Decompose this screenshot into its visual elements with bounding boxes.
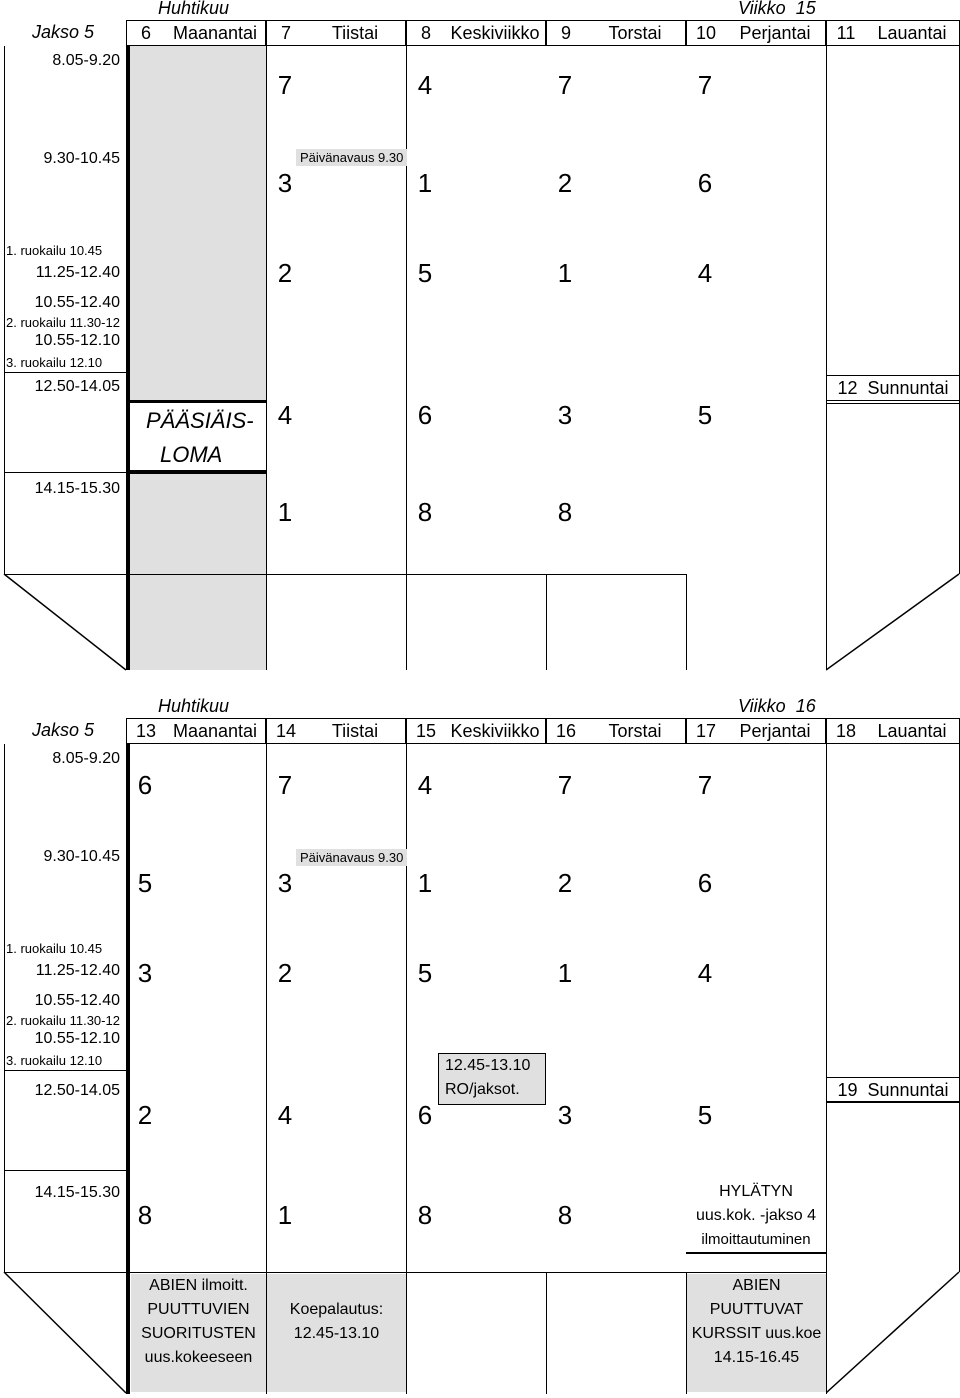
- time-slot-4: 12.50-14.05: [34, 378, 120, 395]
- lunch-3: 3. ruokailu 12.10: [6, 1053, 103, 1068]
- lunch-1: 1. ruokailu 10.45: [6, 941, 103, 956]
- lesson-number: 2: [277, 258, 293, 288]
- lesson-number: 3: [137, 958, 153, 988]
- time-slot-2: 9.30-10.45: [43, 150, 120, 167]
- koepalautus-notice: Koepalautus: 12.45-13.10: [267, 1274, 406, 1392]
- lesson-number: 6: [417, 1100, 433, 1130]
- lesson-number: 1: [277, 1200, 293, 1230]
- lesson-number: 7: [557, 70, 573, 100]
- lesson-number: 5: [137, 868, 153, 898]
- jakso-label: Jakso 5: [31, 720, 94, 740]
- note-paivanavaus: Päivänavaus 9.30: [296, 849, 407, 866]
- lesson-number: 7: [277, 770, 293, 800]
- note-paivanavaus: Päivänavaus 9.30: [296, 149, 407, 166]
- lesson-number: 4: [697, 258, 713, 288]
- time-slot-3c: 10.55-12.10: [34, 1030, 120, 1047]
- time-slot-5: 14.15-15.30: [34, 480, 120, 497]
- lesson-number: 7: [557, 770, 573, 800]
- corner-diagonal-left: [0, 1268, 130, 1398]
- lesson-number: 1: [557, 258, 573, 288]
- lesson-number: 4: [417, 770, 433, 800]
- time-slot-3b: 10.55-12.40: [34, 294, 120, 311]
- lesson-number: 3: [557, 400, 573, 430]
- abien-fri-notice: ABIEN PUUTTUVAT KURSSIT uus.koe 14.15-16.45: [687, 1274, 826, 1392]
- abien-mon-notice: ABIEN ilmoitt. PUUTTUVIEN SUORITUSTEN uus.kokeeseen: [131, 1274, 266, 1392]
- month-title: Huhtikuu: [158, 0, 230, 18]
- lesson-number: 3: [277, 168, 293, 198]
- corner-diagonal-right: [826, 570, 960, 675]
- hylatyn-notice: HYLÄTYN uus.kok. -jakso 4 ilmoittautuminen: [686, 1180, 826, 1262]
- week-15-calendar: [0, 0, 960, 680]
- lesson-number: 8: [557, 497, 573, 527]
- jakso-label: Jakso 5: [31, 22, 94, 42]
- lunch-1: 1. ruokailu 10.45: [6, 243, 103, 258]
- time-slot-2: 9.30-10.45: [43, 848, 120, 865]
- time-slot-4: 12.50-14.05: [34, 1082, 120, 1099]
- lesson-number: 1: [557, 958, 573, 988]
- day-header-monday: 13 Maanantai: [126, 718, 266, 744]
- day-header-wednesday: 8 Keskiviikko: [406, 20, 546, 46]
- lesson-number: 6: [697, 168, 713, 198]
- day-header-sunday: 12 Sunnuntai: [826, 375, 960, 401]
- week-title: Viikko 16: [738, 696, 816, 716]
- lesson-number: 6: [417, 400, 433, 430]
- day-header-friday: 17 Perjantai: [686, 718, 826, 744]
- day-header-monday: 6 Maanantai: [126, 20, 266, 46]
- lesson-number: 3: [277, 868, 293, 898]
- lesson-number: 3: [557, 1100, 573, 1130]
- lesson-number: 1: [417, 868, 433, 898]
- lunch-2: 2. ruokailu 11.30-12: [6, 315, 120, 330]
- lesson-number: 8: [417, 497, 433, 527]
- lesson-number: 2: [557, 868, 573, 898]
- lesson-number: 4: [697, 958, 713, 988]
- holiday-column: [130, 46, 266, 670]
- time-slot-3: 11.25-12.40: [35, 962, 120, 979]
- lunch-2: 2. ruokailu 11.30-12: [6, 1013, 120, 1028]
- lesson-number: 8: [417, 1200, 433, 1230]
- lesson-number: 8: [557, 1200, 573, 1230]
- day-header-saturday: 11 Lauantai: [826, 20, 960, 46]
- day-header-friday: 10 Perjantai: [686, 20, 826, 46]
- lesson-number: 5: [697, 1100, 713, 1130]
- lesson-number: 1: [417, 168, 433, 198]
- lesson-number: 4: [277, 400, 293, 430]
- day-header-tuesday: 7 Tiistai: [266, 20, 406, 46]
- lesson-number: 5: [417, 258, 433, 288]
- lesson-number: 4: [277, 1100, 293, 1130]
- holiday-label: PÄÄSIÄIS- LOMA: [130, 400, 266, 474]
- lesson-number: 4: [417, 70, 433, 100]
- day-header-sunday: 19 Sunnuntai: [826, 1077, 960, 1103]
- lesson-number: 6: [697, 868, 713, 898]
- day-header-thursday: 16 Torstai: [546, 718, 686, 744]
- time-slot-1: 8.05-9.20: [52, 750, 120, 767]
- lesson-number: 8: [137, 1200, 153, 1230]
- lesson-number: 6: [137, 770, 153, 800]
- time-slot-3b: 10.55-12.40: [34, 992, 120, 1009]
- week-title: Viikko 15: [738, 0, 816, 18]
- day-header-tuesday: 14 Tiistai: [266, 718, 406, 744]
- day-header-thursday: 9 Torstai: [546, 20, 686, 46]
- week-16-calendar: [0, 698, 960, 1398]
- lesson-number: 7: [277, 70, 293, 100]
- day-header-wednesday: 15 Keskiviikko: [406, 718, 546, 744]
- lesson-number: 2: [277, 958, 293, 988]
- month-title: Huhtikuu: [158, 696, 230, 716]
- time-slot-1: 8.05-9.20: [52, 52, 120, 69]
- day-header-saturday: 18 Lauantai: [826, 718, 960, 744]
- corner-diagonal-right: [826, 1268, 960, 1398]
- time-slot-5: 14.15-15.30: [34, 1184, 120, 1201]
- ro-jaksot-note: 12.45-13.10 RO/jaksot.: [438, 1053, 546, 1105]
- lesson-number: 1: [277, 497, 293, 527]
- lesson-number: 5: [697, 400, 713, 430]
- lesson-number: 7: [697, 770, 713, 800]
- lunch-3: 3. ruokailu 12.10: [6, 355, 103, 370]
- time-slot-3: 11.25-12.40: [35, 264, 120, 281]
- lesson-number: 2: [557, 168, 573, 198]
- time-slot-3c: 10.55-12.10: [34, 332, 120, 349]
- lesson-number: 7: [697, 70, 713, 100]
- corner-diagonal-left: [0, 570, 130, 675]
- lesson-number: 5: [417, 958, 433, 988]
- lesson-number: 2: [137, 1100, 153, 1130]
